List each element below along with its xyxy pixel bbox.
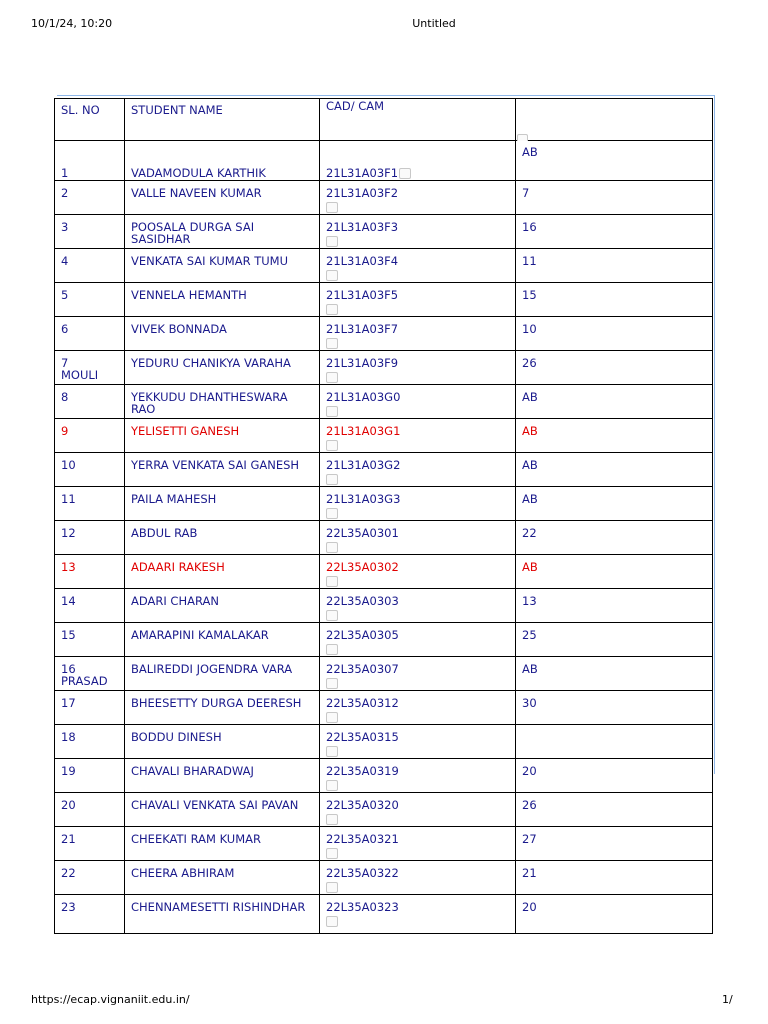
cell-sl-no (55, 895, 125, 934)
cell-marks (516, 317, 713, 351)
sl-no-text: 14 (61, 594, 76, 608)
table-row (55, 317, 713, 351)
table-row (55, 555, 713, 589)
cell-student-name (125, 895, 320, 934)
cell-roll-number (320, 283, 516, 317)
cell-roll-number (320, 555, 516, 589)
marks-text: AB (522, 424, 538, 438)
student-name-text: CHEEKATI RAM KUMAR (131, 832, 261, 846)
roll-number-text: 22L35A0312 (326, 696, 399, 710)
student-name-text: YEKKUDU DHANTHESWARA RAO (131, 390, 288, 416)
row-checkbox[interactable] (326, 406, 338, 417)
marks-text: 25 (522, 628, 537, 642)
cell-roll-number (320, 861, 516, 895)
student-name-text: VALLE NAVEEN KUMAR (131, 186, 262, 200)
sl-no-text: 8 (61, 390, 69, 404)
cell-student-name (125, 351, 320, 385)
student-name-text: CHEERA ABHIRAM (131, 866, 235, 880)
sl-no-text: 12 (61, 526, 76, 540)
sl-no-text: 22 (61, 866, 76, 880)
cell-marks (516, 725, 713, 759)
marks-text: 21 (522, 866, 537, 880)
marks-text: 26 (522, 798, 537, 812)
student-name-text: ADAARI RAKESH (131, 560, 225, 574)
cell-roll-number (320, 453, 516, 487)
table-row (55, 521, 713, 555)
row-checkbox[interactable] (326, 474, 338, 485)
table-row (55, 725, 713, 759)
row-checkbox[interactable] (399, 168, 411, 179)
cell-sl-no (55, 793, 125, 827)
cell-roll-number (320, 249, 516, 283)
cell-sl-no (55, 691, 125, 725)
roll-number-text: 21L31A03G1 (326, 424, 401, 438)
row-checkbox[interactable] (326, 916, 338, 927)
cell-roll-number (320, 623, 516, 657)
sl-no-text: 7 (61, 356, 69, 370)
cell-marks (516, 141, 713, 181)
cell-sl-no (55, 249, 125, 283)
marks-text: AB (522, 662, 538, 676)
header-subject: CAD/ CAM (320, 99, 516, 141)
cell-marks (516, 759, 713, 793)
sl-no-text: 19 (61, 764, 76, 778)
roll-number-text: 21L31A03F7 (326, 322, 399, 336)
roll-number-text: 21L31A03F3 (326, 220, 399, 234)
roll-number-text: 21L31A03F9 (326, 356, 399, 370)
print-date: 10/1/24, 10:20 (31, 17, 113, 30)
cell-marks (516, 453, 713, 487)
student-name-text: ABDUL RAB (131, 526, 198, 540)
cell-student-name (125, 623, 320, 657)
cell-marks (516, 793, 713, 827)
marks-text: 20 (522, 900, 537, 914)
table-row (55, 351, 713, 385)
cell-marks (516, 215, 713, 249)
print-page-number: 1/ (722, 993, 733, 1006)
cell-roll-number (320, 521, 516, 555)
sl-no-text: 23 (61, 900, 76, 914)
sl-no-text: 1 (61, 166, 69, 180)
row-checkbox[interactable] (326, 848, 338, 859)
student-name-text: CHENNAMESETTI RISHINDHAR (131, 900, 306, 914)
table-row (55, 623, 713, 657)
row-checkbox[interactable] (326, 372, 338, 383)
cell-sl-no (55, 861, 125, 895)
cell-marks (516, 827, 713, 861)
row-checkbox[interactable] (326, 440, 338, 451)
table-row (55, 453, 713, 487)
cell-marks (516, 589, 713, 623)
cell-student-name (125, 487, 320, 521)
sl-no-text: 4 (61, 254, 69, 268)
table-row (55, 793, 713, 827)
cell-roll-number (320, 725, 516, 759)
table-row (55, 895, 713, 934)
student-name-wrap-text: MOULI (61, 368, 99, 382)
cell-roll-number (320, 487, 516, 521)
roll-number-text: 22L35A0323 (326, 900, 399, 914)
marks-text: 15 (522, 288, 537, 302)
sl-no-text: 6 (61, 322, 69, 336)
row-checkbox[interactable] (326, 202, 338, 213)
cell-roll-number (320, 181, 516, 215)
row-checkbox[interactable] (326, 270, 338, 281)
row-checkbox[interactable] (326, 746, 338, 757)
sl-no-text: 17 (61, 696, 76, 710)
student-name-text: ADARI CHARAN (131, 594, 219, 608)
cell-sl-no (55, 521, 125, 555)
cell-sl-no (55, 181, 125, 215)
cell-student-name (125, 453, 320, 487)
table-row (55, 419, 713, 453)
sl-no-text: 13 (61, 560, 76, 574)
table-row (55, 249, 713, 283)
cell-sl-no (55, 385, 125, 419)
marks-text: 22 (522, 526, 537, 540)
cell-sl-no (55, 555, 125, 589)
student-name-text: POOSALA DURGA SAI SASIDHAR (131, 220, 255, 246)
sl-no-text: 9 (61, 424, 69, 438)
cell-student-name (125, 249, 320, 283)
cell-student-name (125, 827, 320, 861)
marks-text: AB (522, 492, 538, 506)
sl-no-text: 15 (61, 628, 76, 642)
marks-text: 16 (522, 220, 537, 234)
cell-roll-number (320, 895, 516, 934)
sl-no-text: 5 (61, 288, 69, 302)
cell-sl-no (55, 487, 125, 521)
cell-marks (516, 521, 713, 555)
roll-number-text: 21L31A03F2 (326, 186, 399, 200)
table-row (55, 589, 713, 623)
table-row (55, 215, 713, 249)
cell-sl-no (55, 827, 125, 861)
table-row (55, 861, 713, 895)
marks-text: 7 (522, 186, 530, 200)
row-checkbox[interactable] (326, 644, 338, 655)
cell-marks (516, 419, 713, 453)
student-name-text: AMARAPINI KAMALAKAR (131, 628, 269, 642)
cell-student-name (125, 589, 320, 623)
cell-roll-number (320, 317, 516, 351)
student-name-text: VENKATA SAI KUMAR TUMU (131, 254, 288, 268)
table-row (55, 385, 713, 419)
cell-student-name (125, 657, 320, 691)
cell-student-name (125, 861, 320, 895)
roll-number-text: 22L35A0320 (326, 798, 399, 812)
cell-sl-no (55, 725, 125, 759)
roll-number-text: 21L31A03G2 (326, 458, 401, 472)
marks-text: AB (522, 145, 538, 159)
table-row (55, 283, 713, 317)
roll-number-text: 22L35A0307 (326, 662, 399, 676)
cell-student-name (125, 317, 320, 351)
cell-marks (516, 249, 713, 283)
table-row (55, 181, 713, 215)
cell-roll-number (320, 691, 516, 725)
roll-number-text: 21L31A03G0 (326, 390, 401, 404)
student-name-text: VADAMODULA KARTHIK (131, 166, 266, 180)
roll-number-text: 21L31A03F1 (326, 166, 399, 180)
cell-marks (516, 385, 713, 419)
cell-student-name (125, 759, 320, 793)
cell-roll-number (320, 759, 516, 793)
student-name-text: BALIREDDI JOGENDRA VARA (131, 662, 293, 676)
roll-number-text: 22L35A0322 (326, 866, 399, 880)
cell-student-name (125, 181, 320, 215)
table-row (55, 827, 713, 861)
student-name-text: CHAVALI VENKATA SAI PAVAN (131, 798, 299, 812)
cell-marks (516, 657, 713, 691)
row-checkbox[interactable] (326, 508, 338, 519)
cell-roll-number (320, 657, 516, 691)
cell-sl-no (55, 141, 125, 181)
row-checkbox[interactable] (326, 780, 338, 791)
cell-roll-number (320, 827, 516, 861)
cell-sl-no (55, 215, 125, 249)
cell-roll-number (320, 793, 516, 827)
sl-no-text: 11 (61, 492, 76, 506)
cell-student-name (125, 215, 320, 249)
student-name-text: YEDURU CHANIKYA VARAHA (131, 356, 291, 370)
student-name-text: PAILA MAHESH (131, 492, 217, 506)
roll-number-text: 22L35A0303 (326, 594, 399, 608)
cell-roll-number (320, 141, 516, 181)
roll-number-text: 22L35A0319 (326, 764, 399, 778)
marks-table (54, 98, 713, 934)
cell-marks (516, 555, 713, 589)
student-name-text: CHAVALI BHARADWAJ (131, 764, 254, 778)
marks-text: 27 (522, 832, 537, 846)
cell-student-name (125, 141, 320, 181)
header-student-name: STUDENT NAME (125, 99, 320, 141)
marks-text: AB (522, 560, 538, 574)
cell-marks (516, 487, 713, 521)
marks-text: 26 (522, 356, 537, 370)
table-row (55, 759, 713, 793)
row-checkbox[interactable] (326, 304, 338, 315)
student-name-text: YERRA VENKATA SAI GANESH (131, 458, 300, 472)
cell-marks (516, 351, 713, 385)
student-name-wrap-text: PRASAD (61, 674, 108, 688)
row-checkbox[interactable] (326, 338, 338, 349)
cell-student-name (125, 691, 320, 725)
student-name-text: VIVEK BONNADA (131, 322, 227, 336)
cell-roll-number (320, 419, 516, 453)
roll-number-text: 22L35A0305 (326, 628, 399, 642)
student-name-text: VENNELA HEMANTH (131, 288, 247, 302)
cell-marks (516, 691, 713, 725)
row-checkbox[interactable] (326, 542, 338, 553)
table-row (55, 141, 713, 181)
roll-number-text: 22L35A0315 (326, 730, 399, 744)
cell-student-name (125, 793, 320, 827)
cell-marks (516, 623, 713, 657)
roll-number-text: 22L35A0321 (326, 832, 399, 846)
sl-no-text: 18 (61, 730, 76, 744)
student-name-text: BHEESETTY DURGA DEERESH (131, 696, 302, 710)
cell-sl-no (55, 283, 125, 317)
cell-sl-no (55, 351, 125, 385)
sl-no-text: 16 (61, 662, 76, 676)
header-marks (516, 99, 713, 141)
roll-number-text: 21L31A03F5 (326, 288, 399, 302)
cell-marks (516, 283, 713, 317)
cell-sl-no (55, 623, 125, 657)
marks-text: AB (522, 458, 538, 472)
roll-number-text: 22L35A0302 (326, 560, 399, 574)
cell-marks (516, 861, 713, 895)
row-checkbox[interactable] (326, 610, 338, 621)
cell-roll-number (320, 589, 516, 623)
sl-no-text: 2 (61, 186, 69, 200)
cell-sl-no (55, 453, 125, 487)
student-name-text: BODDU DINESH (131, 730, 222, 744)
table-row (55, 657, 713, 691)
sl-no-text: 3 (61, 220, 69, 234)
header-sl-no: SL. NO (55, 99, 125, 141)
cell-roll-number (320, 215, 516, 249)
table-row (55, 487, 713, 521)
sl-no-text: 20 (61, 798, 76, 812)
cell-sl-no (55, 419, 125, 453)
student-name-text: YELISETTI GANESH (131, 424, 240, 438)
cell-marks (516, 895, 713, 934)
row-checkbox[interactable] (326, 678, 338, 689)
cell-student-name (125, 521, 320, 555)
cell-student-name (125, 283, 320, 317)
marks-text: AB (522, 390, 538, 404)
cell-sl-no (55, 317, 125, 351)
print-title: Untitled (412, 17, 456, 30)
cell-student-name (125, 419, 320, 453)
table-header-row (55, 99, 713, 141)
marks-text: 13 (522, 594, 537, 608)
marks-text: 20 (522, 764, 537, 778)
cell-student-name (125, 555, 320, 589)
marks-text: 10 (522, 322, 537, 336)
cell-sl-no (55, 589, 125, 623)
row-checkbox[interactable] (326, 576, 338, 587)
roll-number-text: 21L31A03F4 (326, 254, 399, 268)
sl-no-text: 21 (61, 832, 76, 846)
print-url: https://ecap.vignaniit.edu.in/ (31, 993, 190, 1006)
cell-student-name (125, 725, 320, 759)
marks-text: 30 (522, 696, 537, 710)
row-checkbox[interactable] (326, 236, 338, 247)
marks-text: 11 (522, 254, 537, 268)
cell-roll-number (320, 385, 516, 419)
roll-number-text: 22L35A0301 (326, 526, 399, 540)
row-checkbox[interactable] (326, 882, 338, 893)
cell-sl-no (55, 759, 125, 793)
roll-number-text: 21L31A03G3 (326, 492, 401, 506)
cell-roll-number (320, 351, 516, 385)
cell-sl-no (55, 657, 125, 691)
table-row (55, 691, 713, 725)
cell-student-name (125, 385, 320, 419)
sl-no-text: 10 (61, 458, 76, 472)
marks-text (522, 725, 705, 731)
row-checkbox[interactable] (326, 712, 338, 723)
row-checkbox[interactable] (326, 814, 338, 825)
cell-marks (516, 181, 713, 215)
